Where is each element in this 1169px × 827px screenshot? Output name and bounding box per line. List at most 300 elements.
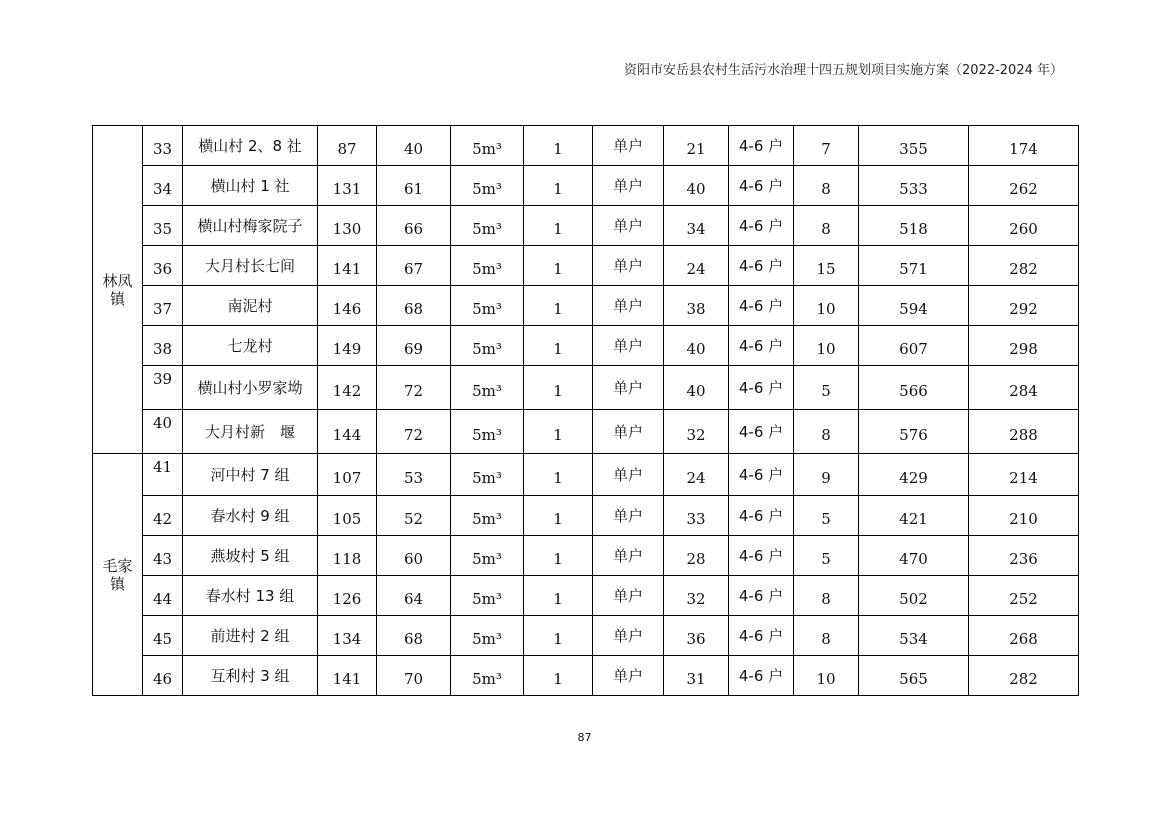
row-number-text: 40 (152, 414, 173, 432)
tank-capacity-text: 5m³ (472, 509, 502, 528)
col-d-text: 502 (899, 589, 928, 608)
row-number-text: 43 (152, 549, 173, 568)
row-number-text: 45 (152, 629, 173, 648)
col-e-text: 262 (1009, 179, 1038, 198)
tank-capacity (451, 410, 524, 454)
village-name (183, 126, 318, 166)
col-a-text: 131 (332, 179, 362, 198)
col-d (859, 496, 969, 536)
treatment-type (593, 326, 664, 366)
treatment-type (593, 656, 664, 696)
household-range (729, 454, 794, 496)
col-d (859, 166, 969, 206)
col-a-text: 142 (332, 381, 362, 400)
table-row (93, 246, 1079, 286)
col-c-text: 5 (821, 549, 831, 568)
households (664, 246, 729, 286)
village-name-text: 互利村 3 组 (210, 666, 290, 685)
col-c-text: 7 (821, 139, 831, 158)
col-c (794, 166, 859, 206)
tank-capacity (451, 656, 524, 696)
col-b (377, 326, 451, 366)
col-b (377, 410, 451, 454)
col-d-text: 518 (899, 219, 928, 238)
household-range-text: 4-6 户 (738, 586, 784, 605)
village-name-text: 横山村梅家院子 (197, 216, 303, 235)
household-range-text: 4-6 户 (738, 546, 784, 565)
village-name (183, 496, 318, 536)
col-c-text: 5 (821, 509, 831, 528)
tank-count (524, 166, 593, 206)
col-d (859, 286, 969, 326)
treatment-type-text: 单户 (612, 626, 643, 645)
col-e-text: 236 (1009, 549, 1038, 568)
household-range-text: 4-6 户 (738, 216, 784, 235)
household-range (729, 206, 794, 246)
household-range (729, 126, 794, 166)
household-range (729, 410, 794, 454)
table-row (93, 410, 1079, 454)
tank-count (524, 206, 593, 246)
households-text: 24 (686, 468, 706, 487)
col-a-text: 141 (332, 259, 362, 278)
col-b-text: 66 (403, 219, 424, 238)
tank-capacity (451, 496, 524, 536)
tank-capacity-text: 5m³ (472, 549, 502, 568)
treatment-type-text: 单户 (612, 256, 643, 275)
table-row (93, 126, 1079, 166)
tank-capacity-text: 5m³ (472, 339, 502, 358)
table-row (93, 366, 1079, 410)
treatment-type-text: 单户 (612, 465, 643, 484)
households (664, 206, 729, 246)
col-d-text: 533 (899, 179, 928, 198)
col-a (318, 166, 377, 206)
col-c-text: 10 (816, 299, 836, 318)
row-number (143, 166, 183, 206)
treatment-type-text: 单户 (612, 378, 643, 397)
village-name (183, 246, 318, 286)
row-number (143, 366, 183, 410)
tank-count (524, 126, 593, 166)
households-text: 38 (686, 299, 706, 318)
tank-count (524, 286, 593, 326)
tank-count (524, 326, 593, 366)
col-b-text: 68 (403, 629, 424, 648)
table-row (93, 326, 1079, 366)
households (664, 410, 729, 454)
col-b-text: 72 (403, 425, 424, 444)
col-a (318, 616, 377, 656)
col-c (794, 454, 859, 496)
col-c-text: 10 (816, 339, 836, 358)
tank-capacity-text: 5m³ (472, 381, 502, 400)
col-c-text: 8 (821, 629, 831, 648)
col-a (318, 246, 377, 286)
row-number (143, 410, 183, 454)
households (664, 536, 729, 576)
table-row (93, 286, 1079, 326)
col-a-text: 134 (332, 629, 362, 648)
tank-count-text: 1 (553, 509, 563, 528)
tank-count-text: 1 (553, 669, 563, 688)
tank-count (524, 536, 593, 576)
row-number (143, 616, 183, 656)
tank-capacity (451, 454, 524, 496)
col-b-text: 72 (403, 381, 424, 400)
treatment-type (593, 286, 664, 326)
households (664, 656, 729, 696)
village-name-text: 横山村 2、8 社 (198, 136, 302, 155)
household-range-text: 4-6 户 (738, 465, 784, 484)
household-range (729, 656, 794, 696)
col-e-text: 282 (1009, 259, 1038, 278)
household-range (729, 536, 794, 576)
col-e (969, 246, 1079, 286)
tank-count (524, 616, 593, 656)
row-number (143, 454, 183, 496)
col-b-text: 68 (403, 299, 424, 318)
village-name-text: 南泥村 (227, 296, 273, 315)
col-d (859, 454, 969, 496)
tank-capacity (451, 126, 524, 166)
treatment-type-text: 单户 (612, 176, 643, 195)
col-a (318, 206, 377, 246)
households (664, 286, 729, 326)
tank-capacity-text: 5m³ (472, 589, 502, 608)
col-a-text: 87 (337, 139, 357, 158)
col-e (969, 326, 1079, 366)
tank-count-text: 1 (553, 339, 563, 358)
col-d-text: 534 (899, 629, 928, 648)
col-e-text: 260 (1009, 219, 1038, 238)
households (664, 366, 729, 410)
row-number (143, 496, 183, 536)
tank-count-text: 1 (553, 299, 563, 318)
col-a (318, 536, 377, 576)
col-e-text: 210 (1009, 509, 1038, 528)
tank-capacity-text: 5m³ (472, 179, 502, 198)
col-b-text: 40 (403, 139, 424, 158)
village-name (183, 166, 318, 206)
col-e (969, 576, 1079, 616)
household-range (729, 246, 794, 286)
document-header: 资阳市安岳县农村生活污水治理十四五规划项目实施方案（2022-2024 年） (624, 63, 1063, 78)
col-a (318, 366, 377, 410)
col-e (969, 166, 1079, 206)
col-b (377, 286, 451, 326)
tank-count (524, 656, 593, 696)
col-a (318, 126, 377, 166)
households (664, 326, 729, 366)
village-name-text: 春水村 13 组 (205, 586, 295, 605)
households-text: 21 (686, 139, 706, 158)
village-name-text: 河中村 7 组 (210, 465, 290, 484)
village-name-text: 大月村长七间 (204, 256, 295, 275)
col-e (969, 496, 1079, 536)
treatment-type (593, 246, 664, 286)
col-b (377, 616, 451, 656)
tank-capacity-text: 5m³ (472, 468, 502, 487)
col-a (318, 326, 377, 366)
col-e (969, 366, 1079, 410)
tank-capacity (451, 286, 524, 326)
treatment-type (593, 126, 664, 166)
col-c-text: 10 (816, 669, 836, 688)
treatment-type (593, 496, 664, 536)
household-range (729, 576, 794, 616)
col-c (794, 616, 859, 656)
tank-capacity-text: 5m³ (472, 139, 502, 158)
col-e (969, 410, 1079, 454)
table-row (93, 166, 1079, 206)
col-a-text: 126 (332, 589, 362, 608)
col-d-text: 355 (899, 139, 928, 158)
col-b (377, 536, 451, 576)
households-text: 36 (686, 629, 706, 648)
col-d (859, 126, 969, 166)
col-b-text: 52 (403, 509, 424, 528)
treatment-type-text: 单户 (612, 136, 643, 155)
row-number-text: 42 (152, 509, 173, 528)
row-number (143, 536, 183, 576)
row-number-text: 39 (152, 370, 173, 388)
table-row (93, 656, 1079, 696)
tank-count-text: 1 (553, 219, 563, 238)
treatment-type-text: 单户 (612, 216, 643, 235)
col-a (318, 496, 377, 536)
col-e (969, 286, 1079, 326)
tank-capacity-text: 5m³ (472, 425, 502, 444)
col-d (859, 536, 969, 576)
table-row (93, 496, 1079, 536)
households-text: 32 (686, 589, 706, 608)
households (664, 454, 729, 496)
table-row (93, 454, 1079, 496)
households-text: 28 (686, 549, 706, 568)
row-number (143, 326, 183, 366)
col-d-text: 429 (899, 468, 928, 487)
household-range (729, 286, 794, 326)
treatment-type-text: 单户 (612, 422, 643, 441)
col-b (377, 126, 451, 166)
tank-count (524, 576, 593, 616)
tank-count-text: 1 (553, 139, 563, 158)
col-a (318, 656, 377, 696)
col-c (794, 496, 859, 536)
table-row (93, 616, 1079, 656)
tank-capacity (451, 366, 524, 410)
col-c (794, 286, 859, 326)
col-c-text: 8 (821, 425, 831, 444)
village-name (183, 206, 318, 246)
row-number (143, 126, 183, 166)
col-c (794, 326, 859, 366)
row-number-text: 36 (152, 259, 173, 278)
household-range-text: 4-6 户 (738, 422, 784, 441)
treatment-type-text: 单户 (612, 336, 643, 355)
col-b (377, 366, 451, 410)
row-number (143, 576, 183, 616)
household-range-text: 4-6 户 (738, 378, 784, 397)
col-b-text: 53 (403, 468, 424, 487)
row-number (143, 206, 183, 246)
household-range (729, 616, 794, 656)
households-text: 40 (686, 179, 706, 198)
town-name: 毛家 镇 (93, 454, 143, 696)
col-d-text: 565 (899, 669, 928, 688)
village-name-text: 横山村小罗家坳 (197, 378, 303, 397)
data-table (92, 125, 1079, 696)
tank-count (524, 246, 593, 286)
col-a-text: 149 (332, 339, 362, 358)
tank-count-text: 1 (553, 259, 563, 278)
tank-count-text: 1 (553, 549, 563, 568)
col-c (794, 126, 859, 166)
household-range-text: 4-6 户 (738, 256, 784, 275)
row-number-text: 38 (152, 339, 173, 358)
col-c-text: 15 (816, 259, 836, 278)
treatment-type (593, 454, 664, 496)
col-a (318, 576, 377, 616)
households-text: 33 (686, 509, 706, 528)
col-e (969, 126, 1079, 166)
col-a-text: 107 (332, 468, 362, 487)
row-number-text: 37 (152, 299, 173, 318)
col-b (377, 656, 451, 696)
households (664, 496, 729, 536)
tank-count-text: 1 (553, 629, 563, 648)
col-e-text: 282 (1009, 669, 1038, 688)
col-e (969, 206, 1079, 246)
row-number (143, 246, 183, 286)
households (664, 576, 729, 616)
treatment-type (593, 410, 664, 454)
tank-capacity-text: 5m³ (472, 629, 502, 648)
row-number (143, 656, 183, 696)
col-a-text: 141 (332, 669, 362, 688)
col-b-text: 61 (403, 179, 424, 198)
col-e-text: 268 (1009, 629, 1038, 648)
households-text: 34 (686, 219, 706, 238)
col-c-text: 9 (821, 468, 831, 487)
col-c-text: 5 (821, 381, 831, 400)
village-name-text: 大月村新 堰 (204, 422, 295, 441)
village-name-text: 前进村 2 组 (210, 626, 290, 645)
col-d-text: 576 (899, 425, 928, 444)
col-b-text: 60 (403, 549, 424, 568)
col-b (377, 496, 451, 536)
col-a (318, 410, 377, 454)
village-name (183, 656, 318, 696)
col-e-text: 252 (1009, 589, 1038, 608)
col-d-text: 607 (899, 339, 928, 358)
household-range (729, 496, 794, 536)
treatment-type-text: 单户 (612, 296, 643, 315)
col-c (794, 576, 859, 616)
tank-count-text: 1 (553, 381, 563, 400)
treatment-type-text: 单户 (612, 666, 643, 685)
tank-capacity (451, 616, 524, 656)
households-text: 24 (686, 259, 706, 278)
village-name (183, 366, 318, 410)
household-range-text: 4-6 户 (738, 336, 784, 355)
col-a-text: 105 (332, 509, 362, 528)
household-range-text: 4-6 户 (738, 666, 784, 685)
col-e (969, 536, 1079, 576)
row-number-text: 35 (152, 219, 173, 238)
village-name (183, 326, 318, 366)
household-range-text: 4-6 户 (738, 296, 784, 315)
col-a-text: 146 (332, 299, 362, 318)
col-a (318, 286, 377, 326)
col-e-text: 298 (1009, 339, 1038, 358)
col-b-text: 67 (403, 259, 424, 278)
table-row (93, 206, 1079, 246)
village-name-text: 燕坡村 5 组 (210, 546, 290, 565)
village-name (183, 536, 318, 576)
col-b-text: 70 (403, 669, 424, 688)
col-e-text: 174 (1009, 139, 1038, 158)
col-d (859, 616, 969, 656)
col-c (794, 410, 859, 454)
village-name-text: 春水村 9 组 (210, 506, 290, 525)
col-e-text: 288 (1009, 425, 1038, 444)
tank-capacity (451, 166, 524, 206)
households (664, 166, 729, 206)
tank-capacity (451, 536, 524, 576)
tank-capacity-text: 5m³ (472, 219, 502, 238)
col-e (969, 616, 1079, 656)
village-name (183, 576, 318, 616)
household-range-text: 4-6 户 (738, 626, 784, 645)
tank-capacity (451, 326, 524, 366)
households-text: 32 (686, 425, 706, 444)
col-e-text: 214 (1009, 468, 1038, 487)
col-a-text: 118 (332, 549, 362, 568)
col-b (377, 246, 451, 286)
treatment-type (593, 206, 664, 246)
page-number: 87 (577, 731, 592, 744)
col-d (859, 246, 969, 286)
town-name: 林凤 镇 (93, 126, 143, 454)
col-d (859, 576, 969, 616)
col-d-text: 594 (899, 299, 928, 318)
household-range-text: 4-6 户 (738, 506, 784, 525)
col-c-text: 8 (821, 589, 831, 608)
col-d-text: 421 (899, 509, 928, 528)
treatment-type-text: 单户 (612, 586, 643, 605)
col-d (859, 366, 969, 410)
col-e-text: 292 (1009, 299, 1038, 318)
col-c (794, 206, 859, 246)
col-c (794, 536, 859, 576)
village-name (183, 286, 318, 326)
col-b-text: 64 (403, 589, 424, 608)
village-name (183, 616, 318, 656)
tank-capacity-text: 5m³ (472, 669, 502, 688)
households-text: 40 (686, 339, 706, 358)
households-text: 40 (686, 381, 706, 400)
col-c (794, 656, 859, 696)
col-c-text: 8 (821, 179, 831, 198)
tank-count-text: 1 (553, 179, 563, 198)
treatment-type (593, 616, 664, 656)
row-number-text: 41 (152, 458, 173, 476)
row-number-text: 46 (152, 669, 173, 688)
col-e (969, 454, 1079, 496)
col-b (377, 576, 451, 616)
